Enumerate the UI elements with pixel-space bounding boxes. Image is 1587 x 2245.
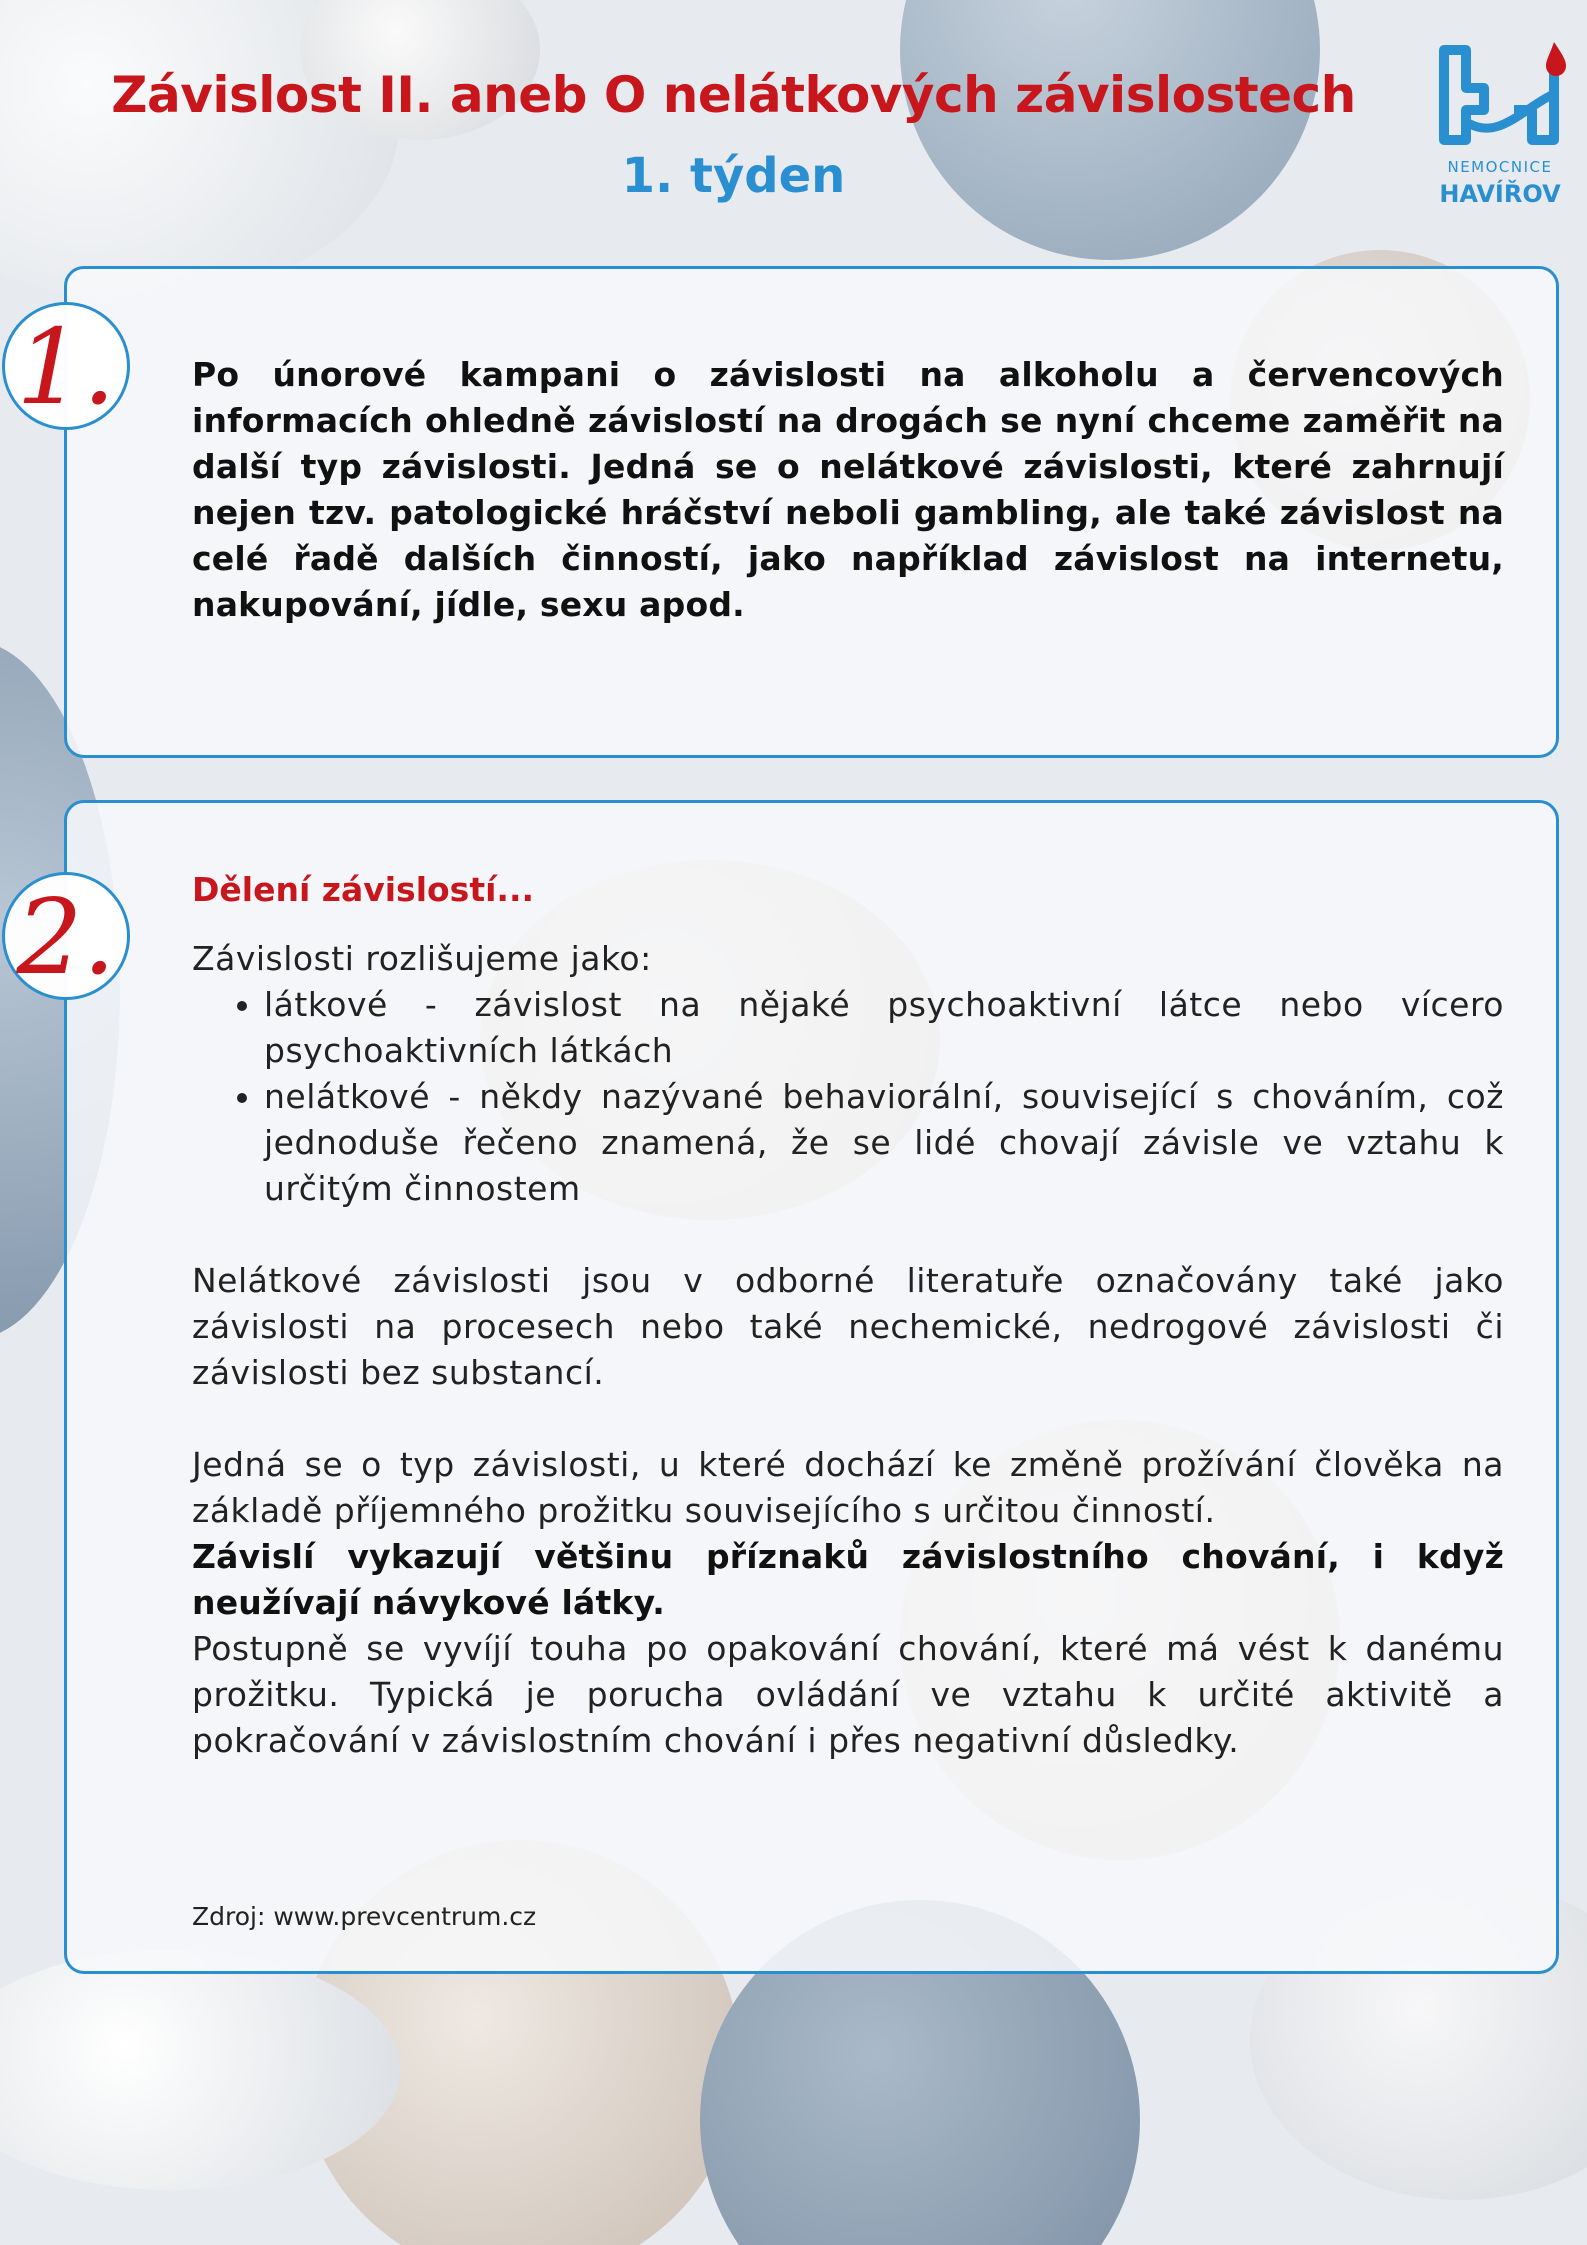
section2-paragraph-2: Jedná se o typ závislosti, u které dochází ke změně prožívání člověka na základě příjemného prožitku souvisejícího s určitou činností. — [192, 1445, 1504, 1530]
section-number-1: 1. — [16, 306, 116, 428]
section-number-badge-2 — [2, 872, 130, 1000]
hospital-logo-icon — [1430, 40, 1570, 156]
section2-paragraph-3: Postupně se vyvíjí touha po opakování chování, které má vést k danému prožitku. Typická je porucha ovládání ve vztahu k určité aktivitě a pokračování v závislostním chování i přes negativní důsledky. — [192, 1629, 1504, 1760]
logo-text-nemocnice: NEMOCNICE — [1447, 158, 1553, 176]
section2-paragraph-1: Nelátkové závislosti jsou v odborné literatuře označovány také jako závislosti na procesech nebo také nechemické, nedrogové závislosti či závislosti bez substancí. — [192, 1261, 1504, 1392]
section2-body — [192, 936, 1504, 1764]
section1-text: Po únorové kampani o závislosti na alkoholu a červencových informacích ohledně závislostí na drogách se nyní chceme zaměřit na další typ závislosti. Jedná se o nelátkové závislosti, které zahrnují nejen tzv. patologické hráčství neboli gambling, ale také závislost na celé řadě dalších činností, jako například závislost na internetu, nakupování, jídle, sexu apod. — [192, 355, 1504, 624]
dependency-types-list — [192, 982, 1504, 1212]
section2-intro: Závislosti rozlišujeme jako: — [192, 939, 652, 978]
page-subtitle: 1. týden — [621, 148, 846, 204]
page-title: Závislost II. aneb O nelátkových závislostech — [111, 66, 1356, 124]
hospital-logo — [1430, 40, 1570, 230]
section-number-2: 2. — [16, 876, 116, 998]
section2-heading: Dělení závislostí... — [192, 870, 535, 909]
section-number-badge-1 — [2, 302, 130, 430]
section2-paragraph-bold: Závislí vykazují většinu příznaků závislostního chování, i když neužívají návykové látky. — [192, 1537, 1504, 1622]
spacer — [192, 1212, 1504, 1258]
list-item: • látkové - závislost na nějaké psychoaktivní látce nebo vícero psychoaktivních látkách — [264, 982, 1504, 1074]
spacer — [192, 1396, 1504, 1442]
logo-text-havirov: HAVÍŘOV — [1439, 180, 1561, 208]
list-item: • nelátkové - někdy nazývané behaviorální, související s chováním, což jednoduše řečeno znamená, že se lidé chovají závisle ve vztahu k určitým činnostem — [264, 1074, 1504, 1212]
source-citation: Zdroj: www.prevcentrum.cz — [192, 1902, 537, 1931]
pill-decoration — [900, 0, 1320, 260]
